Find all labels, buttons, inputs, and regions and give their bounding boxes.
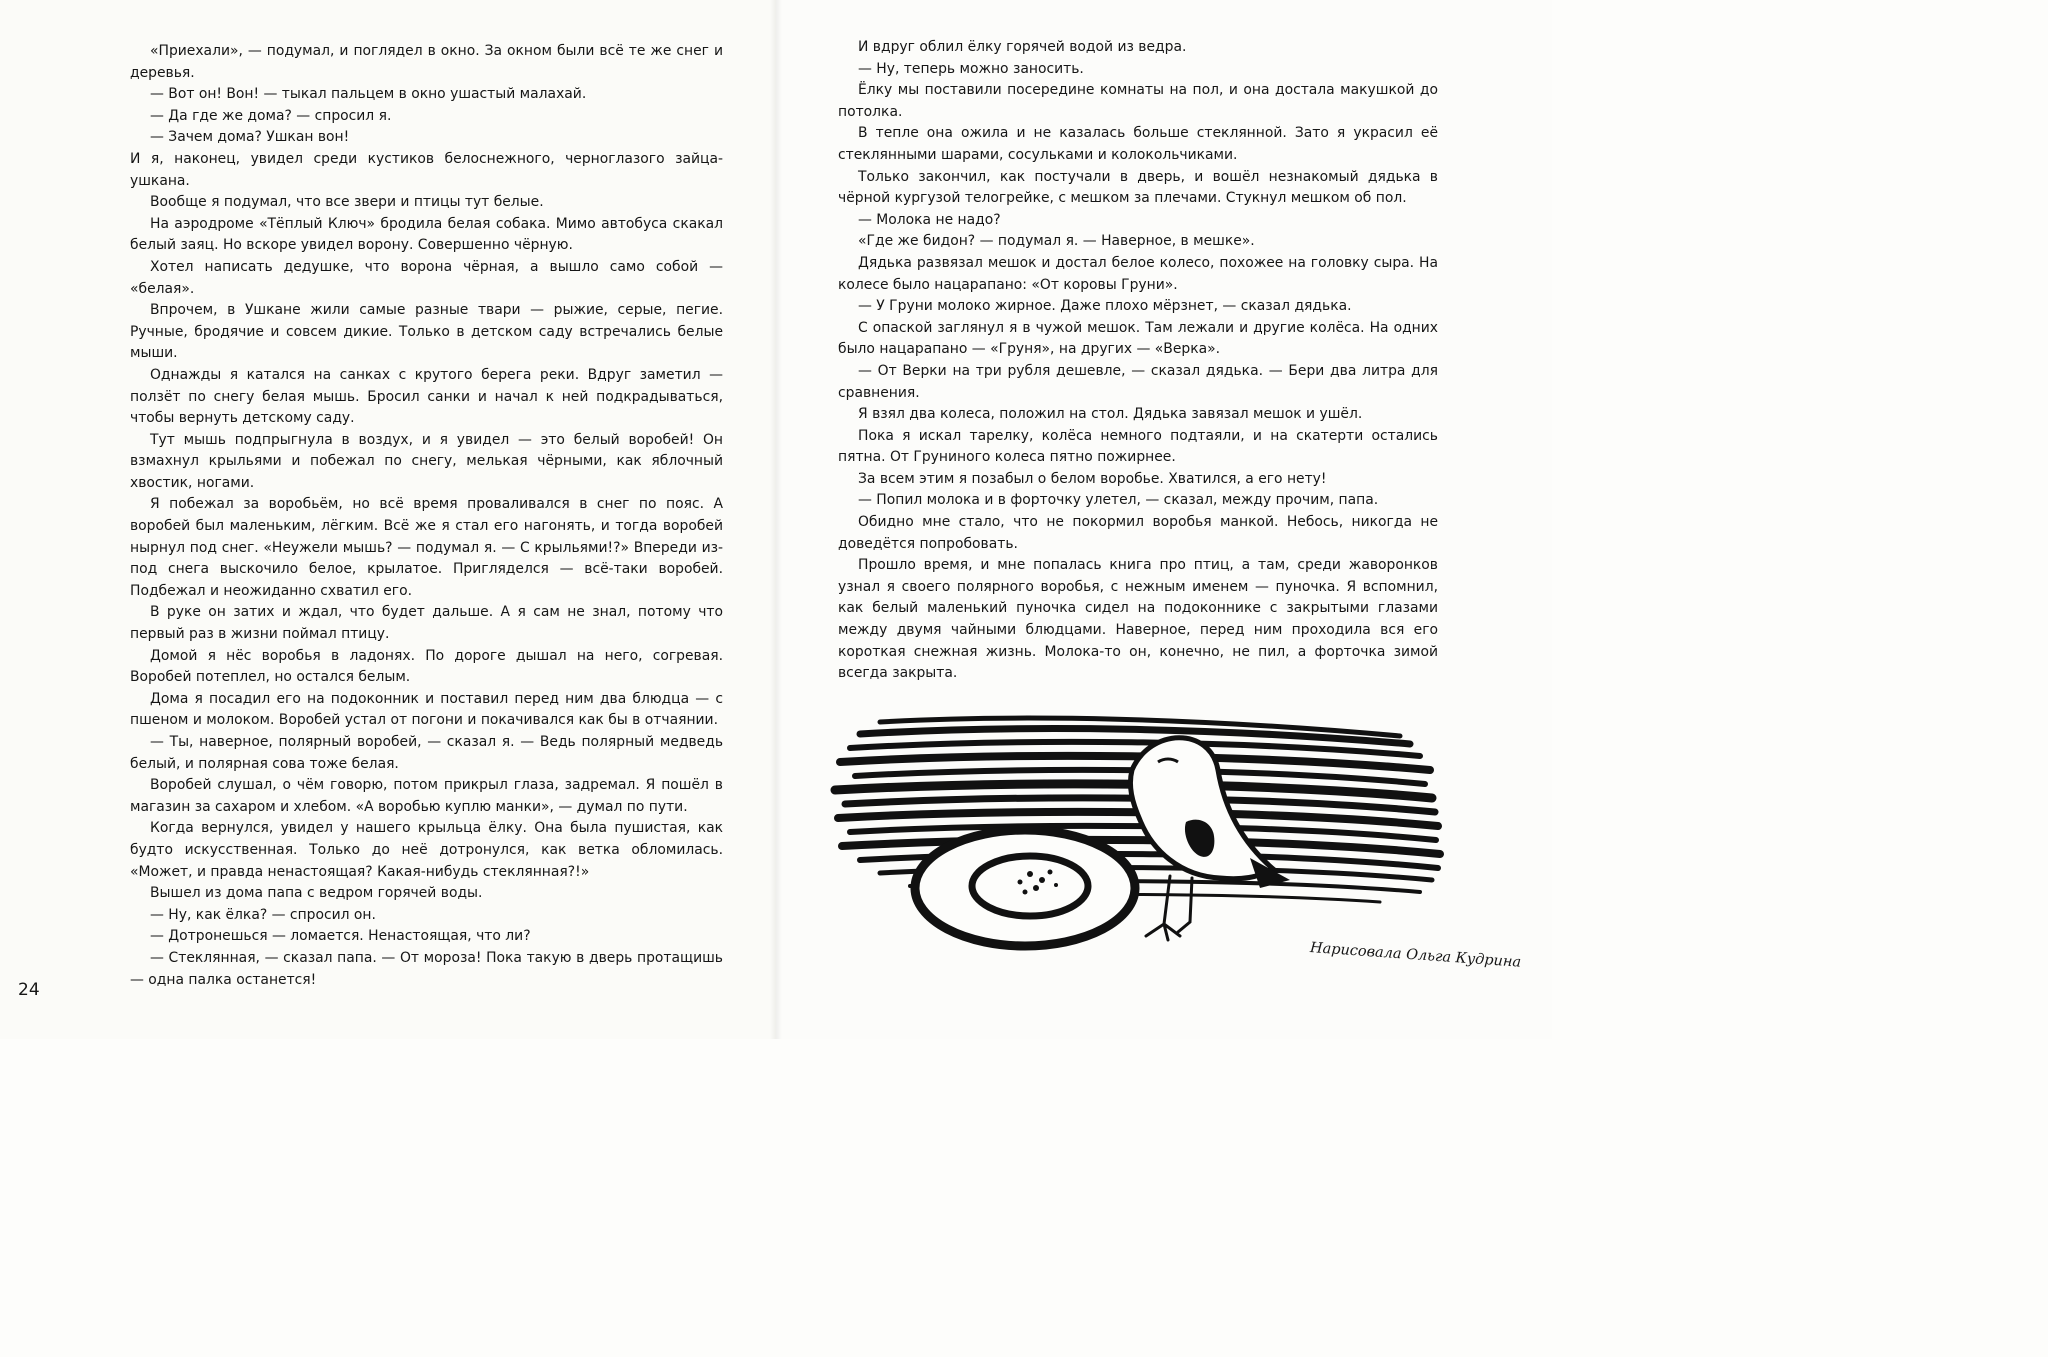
- paragraph: Когда вернулся, увидел у нашего крыльца ёлку. Она была пушистая, как будто искусственная. Только до неё дотронулся, как ветка обломилась. «Может, и правда ненастоящая? Какая-нибудь стеклянная?!»: [130, 820, 723, 880]
- paragraph: Я взял два колеса, положил на стол. Дядька завязал мешок и ушёл.: [858, 406, 1363, 423]
- paragraph: В руке он затих и ждал, что будет дальше. А я сам не знал, потому что первый раз в жизни поймал птицу.: [130, 604, 723, 643]
- paragraph: Обидно мне стало, что не покормил воробья манкой. Небось, никогда не доведётся попробовать.: [838, 514, 1438, 552]
- left-page: [0, 0, 776, 1039]
- paragraph: — Попил молока и в форточку улетел, — сказал, между прочим, папа.: [858, 492, 1379, 509]
- paragraph: — Вот он! Вон! — тыкал пальцем в окно ушастый малахай.: [150, 86, 587, 103]
- paragraph: И вдруг облил ёлку горячей водой из ведра.: [858, 39, 1187, 55]
- paragraph: — У Груни молоко жирное. Даже плохо мёрзнет, — сказал дядька.: [858, 298, 1352, 315]
- paragraph: Впрочем, в Ушкане жили самые разные твари — рыжие, серые, пегие. Ручные, бродячие и совсем дикие. Только в детском саду встречались белые мыши.: [130, 302, 723, 362]
- plate: [915, 830, 1135, 946]
- paragraph: Вышел из дома папа с ведром горячей воды.: [150, 885, 483, 902]
- paragraph: Тут мышь подпрыгнула в воздух, и я увидел — это белый воробей! Он взмахнул крыльями и побежал по снегу, мелькая чёрными, как яблочный хвостик, ногами.: [130, 431, 723, 491]
- paragraph: Домой я нёс воробья в ладонях. По дороге дышал на него, согревая. Воробей потеплел, но остался белым.: [130, 647, 723, 686]
- left-text-column: [130, 41, 723, 991]
- paragraph: — Ну, теперь можно заносить.: [858, 60, 1084, 77]
- paragraph: За всем этим я позабыл о белом воробье. Хватился, а его нету!: [858, 470, 1327, 487]
- paragraph: Я побежал за воробьём, но всё время проваливался в снег по пояс. А воробей был маленьким, лёгким. Всё же я стал его нагонять, и тогда воробей нырнул под снег. «Неужели мышь? — подумал я. — С крыльями!?» Впереди из-под снега выскочило белое, крылатое. Пригляделся — всё-таки воробей. Подбежал и неожиданно схватил его.: [130, 496, 723, 599]
- paragraph: — Ты, наверное, полярный воробей, — сказал я. — Ведь полярный медведь белый, и полярная сова тоже белая.: [130, 734, 723, 772]
- paragraph: На аэродроме «Тёплый Ключ» бродила белая собака. Мимо автобуса скакал белый заяц. Но вскоре увидел ворону. Совершенно чёрную.: [130, 215, 723, 254]
- paragraph: Хотел написать дедушке, что ворона чёрная, а вышло само собой — «белая».: [130, 258, 723, 297]
- paragraph: С опаской заглянул я в чужой мешок. Там лежали и другие колёса. На одних было нацарапано — «Груня», на других — «Верка».: [838, 319, 1438, 358]
- paragraph: — Молока не надо?: [858, 211, 1001, 228]
- paragraph: Ёлку мы поставили посередине комнаты на пол, и она достала макушкой до потолка.: [838, 82, 1438, 120]
- paragraph: — Да где же дома? — спросил я.: [150, 107, 392, 124]
- paragraph: Воробей слушал, о чём говорю, потом прикрыл глаза, задремал. Я пошёл в магазин за сахаром и хлебом. «А воробью куплю манки», — думал по пути.: [130, 777, 723, 815]
- paragraph: Пока я искал тарелку, колёса немного подтаяли, и на скатерти остались пятна. От Груниного колеса пятно пожирнее.: [838, 427, 1438, 466]
- paragraph: Прошло время, и мне попалась книга про птиц, а там, среди жаворонков узнал я своего полярного воробья, с нежным именем — пуночка. Я вспомнил, как белый маленький пуночка сидел на подоконнике с закрытыми глазами между двумя чайными блюдцами. Наверное, перед ним проходила вся его короткая снежная жизнь. Молока-то он, конечно, не пил, а форточка зимой всегда закрыта.: [838, 557, 1438, 682]
- paragraph: «Где же бидон? — подумал я. — Наверное, в мешке».: [858, 233, 1255, 250]
- page-number: 24: [18, 980, 40, 1000]
- paragraph: В тепле она ожила и не казалась больше стеклянной. Зато я украсил её стеклянными шарами, сосульками и колокольчиками.: [838, 125, 1438, 163]
- bird-illustration: [820, 710, 1460, 960]
- paragraph: Вообще я подумал, что все звери и птицы тут белые.: [150, 194, 544, 211]
- paragraph: — Дотронешься — ломается. Ненастоящая, что ли?: [150, 928, 531, 945]
- illustration-credit: Нарисовала Ольга Кудрина: [1309, 940, 1522, 971]
- paragraph: Только закончил, как постучали в дверь, и вошёл незнакомый дядька в чёрной кургузой телогрейке, с мешком за плечами. Стукнул мешком об пол.: [838, 168, 1438, 207]
- paragraph: Однажды я катался на санках с крутого берега реки. Вдруг заметил — ползёт по снегу белая мышь. Бросил санки и начал к ней подкрадываться, чтобы вернуть детскому саду.: [130, 366, 723, 427]
- paragraph: Дядька развязал мешок и достал белое колесо, похожее на головку сыра. На колесе было нацарапано: «От коровы Груни».: [838, 254, 1438, 293]
- paragraph: И я, наконец, увидел среди кустиков белоснежного, черноглазого зайца-ушкана.: [130, 150, 723, 189]
- page-gutter: [770, 0, 782, 1039]
- paragraph: Дома я посадил его на подоконник и поставил перед ним два блюдца — с пшеном и молоком. Воробей устал от погони и покачивался как бы в отчаянии.: [130, 690, 723, 729]
- paragraph: «Приехали», — подумал, и поглядел в окно. За окном были всё те же снег и деревья.: [130, 43, 723, 81]
- bird: [1130, 738, 1290, 940]
- paragraph: — От Верки на три рубля дешевле, — сказал дядька. — Бери два литра для сравнения.: [838, 362, 1438, 401]
- paragraph: — Ну, как ёлка? — спросил он.: [150, 906, 376, 923]
- paragraph: — Зачем дома? Ушкан вон!: [150, 129, 350, 146]
- right-text-column: [838, 37, 1438, 685]
- paragraph: — Стеклянная, — сказал папа. — От мороза! Пока такую в дверь протащишь — одна палка останется!: [130, 949, 723, 988]
